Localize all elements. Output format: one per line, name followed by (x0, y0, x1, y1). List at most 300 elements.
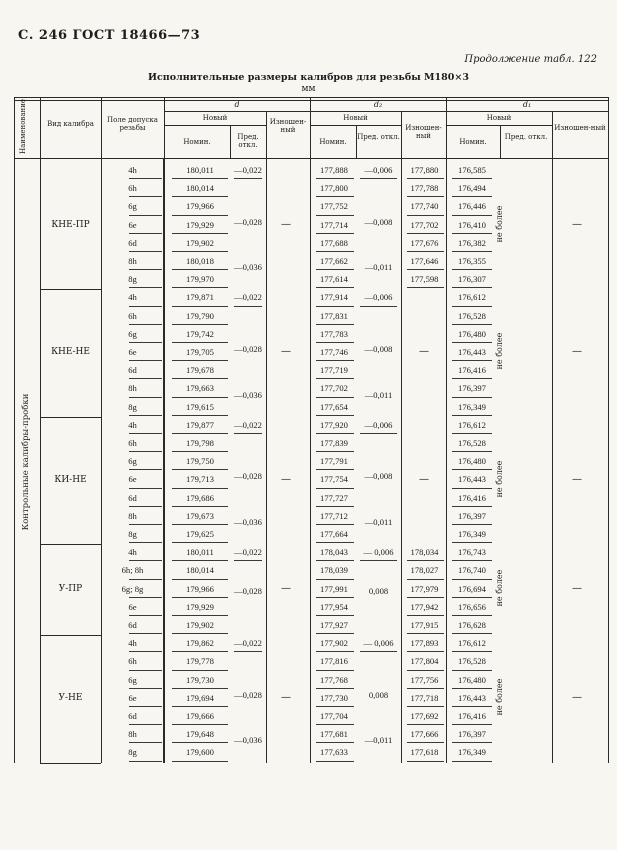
row-rule (316, 178, 354, 179)
tolerance-cell: 8h (128, 510, 137, 521)
row-rule (316, 233, 354, 234)
row-rule (172, 724, 228, 725)
row-rule (452, 342, 492, 343)
d-nominal-cell: 179,673 (186, 510, 214, 521)
d-nominal-cell: 179,686 (186, 492, 214, 503)
header-iznoshen: Изношен-ный (269, 118, 307, 134)
tolerance-cell: 6d (128, 492, 137, 503)
header-d2: d₂ (373, 100, 383, 109)
d2-worn-cell: 177,692 (410, 711, 439, 721)
row-rule (452, 706, 492, 707)
d2-deviation-cell: —0,011 (364, 389, 393, 400)
row-rule (452, 542, 492, 543)
d2-worn-cell: 177,880 (410, 165, 439, 175)
rule-v (101, 158, 102, 763)
row-rule (407, 251, 444, 252)
d2-nominal-cell: 177,816 (320, 656, 348, 667)
d2-deviation-cell: —0,008 (364, 471, 393, 482)
row-rule (452, 196, 492, 197)
deviation-rule (360, 651, 397, 652)
tolerance-cell: 4h (128, 165, 137, 175)
row-rule (452, 506, 492, 507)
worn-dash: — (572, 346, 582, 358)
row-rule (407, 178, 444, 179)
rule-h (164, 125, 266, 126)
row-rule (129, 742, 162, 743)
row-rule (172, 251, 228, 252)
row-rule (316, 360, 354, 361)
rule-v (266, 158, 267, 763)
row-rule (129, 724, 162, 725)
tolerance-cell: 6d (128, 237, 137, 248)
tolerance-cell: 4h (128, 292, 137, 303)
worn-dash: — (572, 218, 582, 230)
deviation-rule (360, 433, 397, 434)
d2-nominal-cell: 178,043 (320, 547, 348, 558)
row-rule (129, 579, 162, 580)
row-rule (316, 378, 354, 379)
rule-v (14, 158, 15, 763)
d1-nominal-cell: 176,382 (458, 237, 486, 248)
tolerance-cell: 6g (128, 328, 137, 339)
d2-worn-cell: 177,942 (410, 601, 439, 612)
d2-nominal-cell: 177,664 (320, 529, 348, 539)
row-rule (316, 469, 354, 470)
d2-nominal-cell: 177,752 (320, 201, 348, 212)
d2-deviation-cell: —0,006 (364, 292, 393, 303)
row-rule (452, 524, 492, 525)
d2-nominal-cell: 177,800 (320, 183, 348, 194)
row-rule (452, 761, 492, 762)
d-nominal-cell: 179,750 (186, 456, 214, 467)
d1-nominal-cell: 176,480 (458, 456, 486, 467)
d1-nominal-cell: 176,349 (458, 401, 486, 412)
d2-worn-cell: 177,915 (410, 620, 439, 630)
rule-h (14, 158, 608, 159)
d-deviation-cell: —0,028 (234, 216, 262, 227)
d2-nominal-cell: 177,746 (320, 347, 348, 357)
d-nominal-cell: 179,625 (186, 529, 214, 539)
row-rule (316, 215, 354, 216)
d1-nominal-cell: 176,628 (458, 620, 486, 630)
row-rule (407, 761, 444, 762)
tolerance-cell: 8g (128, 274, 137, 285)
row-rule (172, 670, 228, 671)
d2-nominal-cell: 177,920 (320, 419, 348, 430)
d2-worn-cell: 177,804 (410, 656, 439, 667)
row-rule (407, 724, 444, 725)
d-nominal-cell: 179,966 (186, 583, 214, 594)
row-rule (452, 397, 492, 398)
row-rule (316, 615, 354, 616)
worn-dash: — (572, 473, 582, 485)
d2-nominal-cell: 177,681 (320, 729, 348, 740)
rule-v (14, 97, 15, 158)
row-rule (129, 342, 162, 343)
d-nominal-cell: 180,018 (186, 256, 214, 266)
d-deviation-cell: —0,022 (234, 547, 262, 558)
tolerance-cell: 6g; 8g (121, 583, 144, 594)
row-rule (316, 761, 354, 762)
worn-dash: — (572, 691, 582, 703)
row-rule (129, 761, 162, 762)
tolerance-cell: 4h (128, 419, 137, 430)
tolerance-cell: 6d (128, 711, 137, 721)
row-rule (407, 269, 444, 270)
header-pred-otkl: Пред. откл. (237, 133, 259, 149)
d-nominal-cell: 179,970 (186, 274, 214, 285)
rule-v (500, 125, 501, 158)
d2-worn-cell: 177,718 (410, 692, 439, 703)
row-rule (407, 633, 444, 634)
row-rule (316, 560, 354, 561)
page-header-right: Продолжение табл. 122 (464, 54, 597, 65)
row-rule (316, 251, 354, 252)
d2-worn-cell: 177,979 (410, 583, 439, 594)
row-rule (172, 633, 228, 634)
rule-v (164, 158, 165, 763)
table-title: Исполнительные размеры калибров для резьбы М180×3 (148, 72, 469, 83)
d1-nominal-cell: 176,355 (458, 256, 486, 266)
d-nominal-cell: 180,014 (186, 565, 214, 576)
d-nominal-cell: 179,742 (186, 328, 214, 339)
d-deviation-cell: —0,022 (234, 292, 262, 303)
d2-nominal-cell: 177,783 (320, 328, 348, 339)
d1-nominal-cell: 176,494 (458, 183, 486, 194)
header-iznoshen: Изношен-ный (405, 124, 442, 140)
d1-nominal-cell: 176,612 (458, 638, 486, 649)
header-nomin: Номин. (183, 138, 211, 146)
row-rule (129, 324, 162, 325)
row-rule (172, 196, 228, 197)
row-rule (129, 233, 162, 234)
d2-worn-cell: 177,618 (410, 747, 439, 758)
worn-dash: — (419, 473, 429, 485)
d2-worn-cell: 177,676 (410, 237, 439, 248)
d1-nominal-cell: 176,528 (458, 656, 486, 667)
d2-worn-cell: 177,702 (410, 219, 439, 230)
row-rule (452, 615, 492, 616)
tolerance-cell: 8g (128, 529, 137, 539)
header-pole-dopuska: Поле допуска резьбы (107, 116, 158, 132)
row-rule (452, 433, 492, 434)
row-rule (316, 451, 354, 452)
row-rule (172, 761, 228, 762)
gauge-name: У-ПР (58, 583, 83, 594)
d-nominal-cell: 180,011 (186, 547, 214, 558)
d2-nominal-cell: 177,702 (320, 383, 348, 394)
row-rule (172, 433, 228, 434)
ne-bolee-label: не более (495, 460, 504, 497)
row-rule (172, 579, 228, 580)
page-header-left: С. 246 ГОСТ 18466—73 (18, 28, 201, 43)
tolerance-cell: 8h (128, 729, 137, 740)
ne-bolee-label: не более (495, 205, 504, 243)
table-units: мм (301, 84, 316, 94)
d1-nominal-cell: 176,740 (458, 565, 486, 576)
header-nomin: Номин. (459, 138, 487, 146)
d2-worn-cell: 177,740 (410, 201, 439, 212)
row-rule (316, 633, 354, 634)
d2-nominal-cell: 177,791 (320, 456, 348, 467)
row-rule (172, 615, 228, 616)
ne-bolee-label: не более (495, 332, 504, 370)
d-nominal-cell: 179,694 (186, 692, 214, 703)
row-rule (452, 633, 492, 634)
row-rule (316, 196, 354, 197)
row-rule (316, 415, 354, 416)
d2-nominal-cell: 177,633 (320, 747, 348, 758)
d1-nominal-cell: 176,349 (458, 747, 486, 758)
tolerance-cell: 6g (128, 674, 137, 685)
row-rule (172, 397, 228, 398)
tolerance-cell: 6g (128, 456, 137, 467)
row-rule (129, 506, 162, 507)
d-nominal-cell: 179,929 (186, 601, 214, 612)
tolerance-cell: 8g (128, 401, 137, 412)
row-rule (172, 742, 228, 743)
rule-h (40, 763, 101, 764)
row-rule (407, 688, 444, 689)
header-vid-kalibra: Вид калибра (47, 120, 94, 128)
row-rule (407, 742, 444, 743)
d-deviation-cell: —0,028 (234, 586, 262, 597)
d1-nominal-cell: 176,612 (458, 292, 486, 303)
d-deviation-cell: —0,036 (234, 735, 262, 746)
d-nominal-cell: 179,666 (186, 711, 214, 721)
rule-v (552, 111, 553, 158)
row-rule (452, 688, 492, 689)
d2-nominal-cell: 177,839 (320, 438, 348, 448)
deviation-rule (234, 560, 262, 561)
row-rule (129, 706, 162, 707)
row-rule (407, 215, 444, 216)
d1-nominal-cell: 176,416 (458, 492, 486, 503)
row-rule (129, 615, 162, 616)
group-label: Контрольные калибры-пробки (21, 393, 31, 531)
row-rule (316, 597, 354, 598)
rule-v (40, 158, 41, 763)
d2-deviation-cell: — 0,006 (363, 547, 394, 558)
tolerance-cell: 6h (128, 438, 137, 448)
d2-worn-cell: 178,027 (410, 565, 439, 576)
row-rule (316, 433, 354, 434)
row-rule (129, 670, 162, 671)
rule-v (608, 158, 609, 763)
d2-deviation-cell: —0,011 (364, 262, 393, 273)
row-rule (316, 342, 354, 343)
d2-worn-cell: 177,666 (410, 729, 439, 740)
d-deviation-cell: —0,036 (234, 516, 262, 527)
row-rule (452, 287, 492, 288)
d-nominal-cell: 179,966 (186, 201, 214, 212)
row-rule (316, 706, 354, 707)
gauge-name: У-НЕ (58, 692, 83, 703)
row-rule (172, 688, 228, 689)
header-d1: d₁ (522, 100, 532, 109)
d1-nominal-cell: 176,410 (458, 219, 486, 230)
d1-nominal-cell: 176,656 (458, 601, 486, 612)
rule-v (446, 158, 447, 763)
d2-worn-cell: 177,598 (410, 274, 439, 285)
row-rule (172, 506, 228, 507)
row-rule (452, 360, 492, 361)
row-rule (129, 178, 162, 179)
row-rule (407, 597, 444, 598)
d-nominal-cell: 179,648 (186, 729, 214, 740)
d-nominal-cell: 179,798 (186, 438, 214, 448)
tolerance-cell: 6d (128, 620, 137, 630)
row-rule (407, 560, 444, 561)
row-rule (172, 306, 228, 307)
row-rule (129, 433, 162, 434)
row-rule (129, 469, 162, 470)
row-rule (452, 378, 492, 379)
d2-deviation-cell: —0,011 (364, 516, 393, 527)
row-rule (452, 651, 492, 652)
row-rule (407, 706, 444, 707)
row-rule (172, 542, 228, 543)
ne-bolee-label: не более (495, 569, 504, 607)
tolerance-cell: 8h (128, 256, 137, 266)
d2-nominal-cell: 177,754 (320, 474, 348, 485)
row-rule (172, 560, 228, 561)
d-nominal-cell: 179,678 (186, 365, 214, 376)
d1-nominal-cell: 176,612 (458, 419, 486, 430)
row-rule (316, 324, 354, 325)
row-rule (172, 524, 228, 525)
rule-v (552, 158, 553, 763)
d-deviation-cell: —0,028 (234, 344, 262, 354)
d2-nominal-cell: 178,039 (320, 565, 348, 576)
d-nominal-cell: 180,014 (186, 183, 214, 194)
tolerance-cell: 8g (128, 747, 137, 758)
row-rule (172, 597, 228, 598)
row-rule (129, 488, 162, 489)
d2-nominal-cell: 177,954 (320, 601, 348, 612)
d2-worn-cell: 178,034 (410, 547, 439, 558)
d-nominal-cell: 179,902 (186, 237, 214, 248)
tolerance-cell: 6e (128, 692, 137, 703)
gauge-name: КНЕ-НЕ (51, 347, 90, 358)
d1-nominal-cell: 176,397 (458, 510, 486, 521)
row-rule (172, 451, 228, 452)
d2-deviation-cell: —0,006 (364, 165, 393, 175)
row-rule (129, 378, 162, 379)
row-rule (452, 724, 492, 725)
d-deviation-cell: —0,022 (234, 638, 262, 649)
row-rule (316, 579, 354, 580)
header-novyi: Новый (486, 114, 512, 122)
worn-dash: — (419, 346, 429, 358)
tolerance-cell: 6h (128, 656, 137, 667)
tolerance-cell: 4h (128, 547, 137, 558)
row-rule (129, 688, 162, 689)
tolerance-cell: 6e (128, 601, 137, 612)
row-rule (452, 215, 492, 216)
d1-nominal-cell: 176,585 (458, 165, 486, 175)
d1-nominal-cell: 176,443 (458, 692, 486, 703)
tolerance-cell: 6h (128, 183, 137, 194)
header-d: d (234, 100, 240, 109)
row-rule (172, 178, 228, 179)
d2-deviation-cell: —0,008 (364, 216, 393, 227)
row-rule (129, 215, 162, 216)
row-rule (129, 397, 162, 398)
row-rule (129, 251, 162, 252)
row-rule (452, 742, 492, 743)
header-iznoshen: Изношен-ный (554, 124, 606, 132)
worn-dash: — (281, 218, 291, 230)
d-nominal-cell: 179,877 (186, 419, 214, 430)
d1-nominal-cell: 176,416 (458, 365, 486, 376)
deviation-rule (360, 306, 397, 307)
d2-nominal-cell: 177,991 (320, 583, 348, 594)
row-rule (316, 269, 354, 270)
rule-v (608, 97, 609, 158)
row-rule (316, 670, 354, 671)
d-nominal-cell: 179,663 (186, 383, 214, 394)
row-rule (407, 670, 444, 671)
rule-h (164, 111, 608, 112)
deviation-rule (234, 433, 262, 434)
d-nominal-cell: 179,713 (186, 474, 214, 485)
d2-nominal-cell: 177,654 (320, 401, 348, 412)
d-nominal-cell: 179,615 (186, 401, 214, 412)
row-rule (452, 579, 492, 580)
row-rule (407, 233, 444, 234)
d2-deviation-cell: 0,008 (368, 586, 389, 597)
d2-worn-cell: 177,756 (410, 674, 439, 685)
header-pred-otkl: Пред. откл. (357, 133, 400, 141)
header-novyi: Новый (343, 114, 368, 122)
d-nominal-cell: 179,778 (186, 656, 214, 667)
rule-h (446, 125, 552, 126)
row-rule (316, 506, 354, 507)
d-deviation-cell: —0,036 (234, 262, 262, 273)
d1-nominal-cell: 176,397 (458, 729, 486, 740)
d1-nominal-cell: 176,349 (458, 529, 486, 539)
d2-nominal-cell: 177,888 (320, 165, 348, 175)
rule-v (310, 158, 311, 763)
row-rule (129, 524, 162, 525)
d2-worn-cell: 177,893 (410, 638, 439, 649)
deviation-rule (234, 306, 262, 307)
d1-nominal-cell: 176,528 (458, 438, 486, 448)
row-rule (316, 287, 354, 288)
tolerance-cell: 6g (128, 201, 137, 212)
row-rule (172, 378, 228, 379)
ne-bolee-label: не более (495, 678, 504, 716)
row-rule (172, 469, 228, 470)
d-nominal-cell: 179,871 (186, 292, 214, 303)
d2-deviation-cell: —0,006 (364, 419, 393, 430)
header-naimenovanie: Наименование (19, 99, 27, 154)
d1-nominal-cell: 176,443 (458, 474, 486, 485)
row-rule (316, 688, 354, 689)
row-rule (129, 560, 162, 561)
row-rule (316, 488, 354, 489)
row-rule (452, 178, 492, 179)
row-rule (129, 360, 162, 361)
d1-nominal-cell: 176,416 (458, 711, 486, 721)
d2-nominal-cell: 177,714 (320, 219, 348, 230)
d1-nominal-cell: 176,397 (458, 383, 486, 394)
d2-deviation-cell: —0,011 (364, 735, 393, 746)
row-rule (452, 560, 492, 561)
d1-nominal-cell: 176,480 (458, 328, 486, 339)
d2-nominal-cell: 177,704 (320, 711, 348, 721)
